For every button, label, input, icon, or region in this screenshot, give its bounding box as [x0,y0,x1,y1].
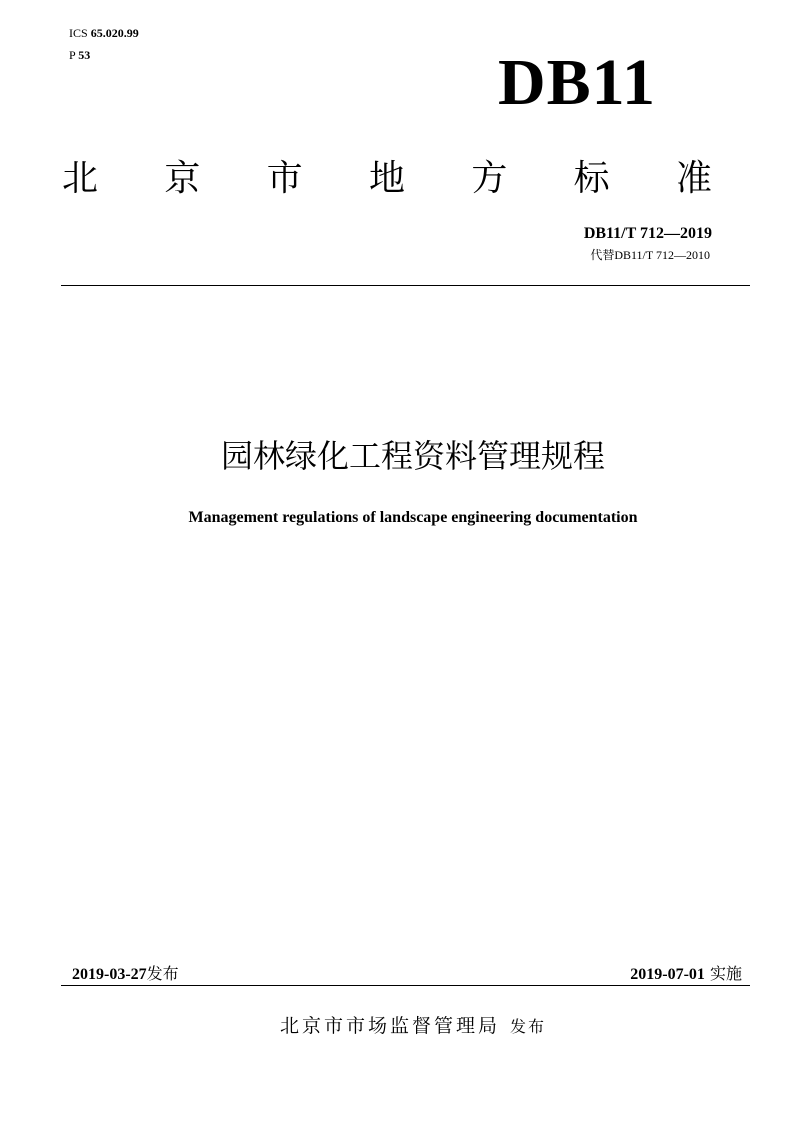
implementation-label: 实施 [709,964,742,983]
classification-prefix: P [69,48,76,62]
issue-label: 发布 [146,964,179,983]
classification-code: 53 [78,48,91,62]
document-title-cn: 园林绿化工程资料管理规程 [220,437,605,475]
replaces-standard: 代替DB11/T 712—2010 [590,248,710,262]
issuer-name: 北京市市场监督管理局 [279,1015,500,1037]
ics-prefix: ICS [69,26,88,40]
top-divider [61,285,750,286]
standard-code-logo: DB11 [498,46,657,119]
local-standard-title [62,158,712,200]
title-char: 地 [368,158,405,199]
issuing-authority [0,1014,800,1039]
title-char: 准 [675,158,712,199]
implementation-date-line [630,964,742,985]
title-char: 京 [164,158,201,199]
implementation-date: 2019-07-01 [630,966,705,983]
title-char: 方 [471,158,508,199]
document-title-en: Management regulations of landscape engineering documentation [188,509,638,526]
bottom-divider [61,985,750,986]
ics-code-line [69,26,139,40]
issue-date-line [72,964,179,985]
issuer-suffix: 发布 [510,1017,547,1036]
title-char: 市 [266,158,303,199]
classification-code-line [69,48,90,62]
standard-number: DB11/T 712—2019 [583,225,712,242]
title-char: 标 [573,158,610,199]
issue-date: 2019-03-27 [72,966,147,983]
ics-code: 65.020.99 [90,26,139,40]
title-char: 北 [62,158,99,199]
